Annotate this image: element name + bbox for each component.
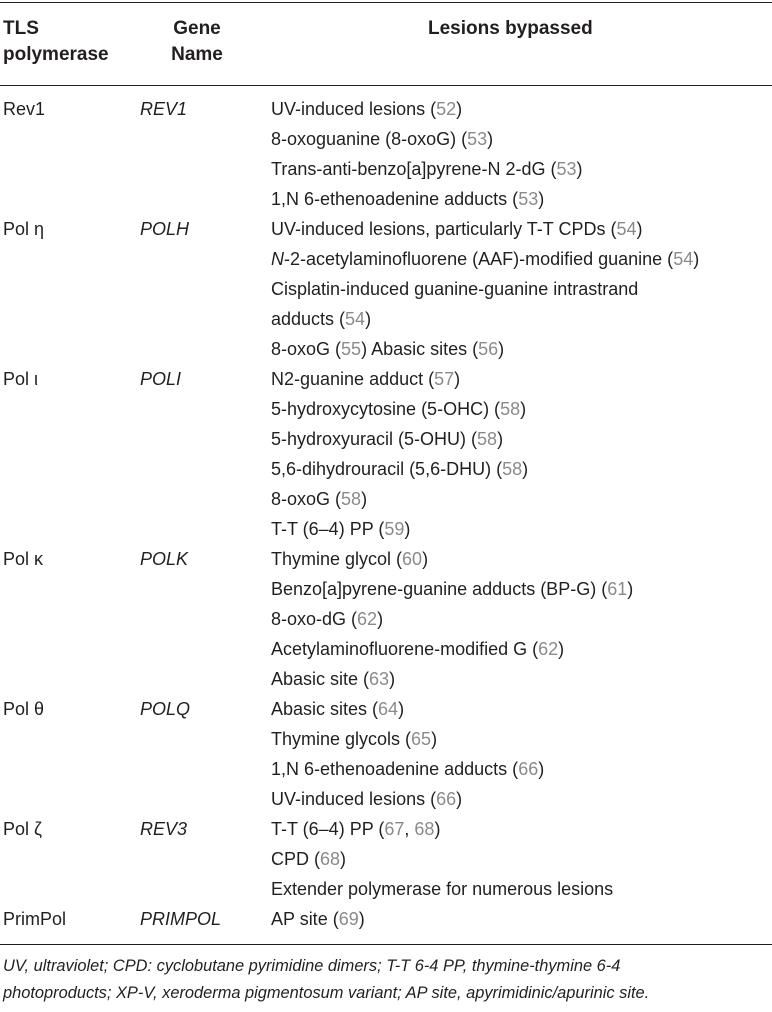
reference-link[interactable]: 68 [414,819,435,839]
lesion-item [271,424,771,454]
lesion-text-suffix: ) [487,129,494,149]
reference-link[interactable]: 64 [378,699,399,719]
header-lesions-label: Lesions bypassed [428,18,593,39]
table-footnote [3,953,771,1007]
top-rule [0,2,772,3]
lesion-text: T-T (6–4) PP ( [271,819,385,839]
lesion-text: Benzo[a]pyrene-guanine adducts (BP-G) ( [271,579,608,599]
lesion-item [271,124,771,154]
header-gene-name [165,16,229,68]
lesion-text-suffix: ) [431,729,438,749]
polymerase-cell: Pol η [3,219,45,239]
reference-link[interactable]: 53 [556,159,577,179]
bottom-rule [0,944,772,945]
lesion-text: Trans-anti-benzo[a]pyrene-N 2-dG ( [271,159,557,179]
lesion-text-suffix: ) [358,909,365,929]
lesion-text: 1,N 6-ethenoadenine adducts ( [271,759,519,779]
lesion-item [271,844,771,874]
lesion-text: Thymine glycol ( [271,549,403,569]
lesion-text: 8-oxo-dG ( [271,609,358,629]
reference-link[interactable]: 67 [384,819,405,839]
lesion-text-suffix: ) [558,639,565,659]
reference-link[interactable]: 60 [402,549,423,569]
reference-link[interactable]: 63 [369,669,390,689]
reference-link[interactable]: 61 [607,579,628,599]
reference-link[interactable]: 58 [502,459,523,479]
lesion-text: UV-induced lesions ( [271,789,437,809]
reference-link[interactable]: 53 [467,129,488,149]
lesion-item [271,814,771,844]
lesion-text: N2-guanine adduct ( [271,369,435,389]
gene-name-cell: PRIMPOL [140,909,222,929]
polymerase-cell: Rev1 [3,99,46,119]
reference-link[interactable]: 62 [538,639,559,659]
gene-name-cell: POLH [140,219,190,239]
reference-link[interactable]: 55 [341,339,362,359]
lesion-item [271,754,771,784]
reference-link[interactable]: 52 [436,99,457,119]
footnote-line-1: UV, ultraviolet; CPD: cyclobutane pyrimidine dimers; T-T 6-4 PP, thymine-thymine 6-4 [3,957,621,975]
lesion-text: Extender polymerase for numerous lesions [271,879,614,899]
lesion-item [271,784,771,814]
lesion-item [271,184,771,214]
lesion-text-suffix: ) [497,429,504,449]
lesion-text: 8-oxoguanine (8-oxoG) ( [271,129,468,149]
lesion-text-suffix: ) [434,819,441,839]
gene-name-cell: POLQ [140,699,191,719]
lesion-text-suffix: ) [340,849,347,869]
gene-name-cell: POLI [140,369,182,389]
polymerase-cell: Pol ι [3,369,39,389]
reference-link[interactable]: 54 [673,249,694,269]
lesions-cell [271,694,771,814]
lesion-item [271,154,771,184]
reference-link[interactable]: 62 [357,609,378,629]
polymerase-cell: Pol κ [3,549,44,569]
lesion-item [271,604,771,634]
lesion-text: Acetylaminofluorene-modified G ( [271,639,539,659]
reference-link[interactable]: 56 [478,339,499,359]
header-polymerase [3,16,109,68]
lesion-item [271,214,771,244]
lesion-item [271,304,771,334]
reference-link[interactable]: 69 [338,909,359,929]
lesion-italic-prefix: N [271,249,284,269]
lesion-text: UV-induced lesions ( [271,99,437,119]
gene-name-cell: REV3 [140,819,188,839]
polymerase-cell: Pol θ [3,699,45,719]
header-gene-line-2: Name [171,44,223,65]
lesion-text-suffix: ) [404,519,411,539]
reference-link[interactable]: 66 [518,759,539,779]
lesion-text-suffix: ) [454,369,461,389]
lesion-item [271,244,771,274]
lesion-text-suffix: ) [627,579,634,599]
lesion-text-suffix: ) [636,219,643,239]
lesions-cell [271,544,771,694]
lesion-item [271,514,771,544]
lesion-text-suffix: ) [576,159,583,179]
gene-name-cell: REV1 [140,99,188,119]
lesion-text: Thymine glycols ( [271,729,412,749]
lesion-item [271,94,771,124]
lesion-item [271,724,771,754]
header-rule [0,85,772,86]
header-polymerase-line-1: TLS [3,18,39,39]
reference-link[interactable]: 58 [500,399,521,419]
lesion-item [271,634,771,664]
lesion-text-suffix: ) [498,339,505,359]
lesion-item [271,874,771,904]
reference-link[interactable]: 65 [411,729,432,749]
polymerase-cell: Pol ζ [3,819,42,839]
lesion-item [271,664,771,694]
lesions-cell [271,94,771,214]
lesion-text-suffix: ) [456,789,463,809]
lesion-text-suffix: ) Abasic sites ( [361,339,479,359]
gene-name-cell: POLK [140,549,189,569]
reference-link[interactable]: 57 [434,369,455,389]
lesion-item [271,394,771,424]
lesions-cell [271,364,771,544]
lesion-text-suffix: ) [398,699,405,719]
lesion-item [271,694,771,724]
header-polymerase-line-2: polymerase [3,44,109,65]
lesion-text-suffix: ) [520,399,527,419]
lesion-item [271,454,771,484]
reference-link[interactable]: 66 [436,789,457,809]
lesion-item [271,904,771,934]
lesion-item [271,334,771,364]
lesion-text: 8-oxoG ( [271,489,342,509]
reference-link[interactable]: 54 [345,309,366,329]
lesion-text-suffix: ) [422,549,429,569]
lesions-cell [271,214,771,364]
lesion-text: 5-hydroxyuracil (5-OHU) ( [271,429,478,449]
lesion-text-suffix: ) [456,99,463,119]
lesion-text: 5,6-dihydrouracil (5,6-DHU) ( [271,459,503,479]
lesion-item [271,574,771,604]
reference-link[interactable]: 68 [320,849,341,869]
header-gene-line-1: Gene [173,18,221,39]
reference-link[interactable]: 53 [518,189,539,209]
lesion-text-suffix: , [404,819,415,839]
reference-link[interactable]: 58 [341,489,362,509]
lesion-text-suffix: ) [538,759,545,779]
lesion-text: UV-induced lesions, particularly T-T CPDs ( [271,219,617,239]
lesion-text: AP site ( [271,909,339,929]
reference-link[interactable]: 54 [616,219,637,239]
header-lesions-bypassed [428,16,593,42]
lesion-text: -2-acetylaminofluorene (AAF)-modified guanine ( [284,249,674,269]
lesion-text-suffix: ) [361,489,368,509]
lesions-cell [271,904,771,934]
reference-link[interactable]: 59 [384,519,405,539]
lesion-item [271,544,771,574]
lesion-text-suffix: ) [389,669,396,689]
lesion-item [271,484,771,514]
lesion-text: CPD ( [271,849,320,869]
lesion-text: 5-hydroxycytosine (5-OHC) ( [271,399,501,419]
lesion-text: 8-oxoG ( [271,339,342,359]
lesion-text: Cisplatin-induced guanine-guanine intrastrand [271,279,639,299]
footnote-line-2: photoproducts; XP-V, xeroderma pigmentosum variant; AP site, apyrimidinic/apurinic site. [3,984,650,1002]
lesions-cell [271,814,771,904]
reference-link[interactable]: 58 [477,429,498,449]
polymerase-cell: PrimPol [3,909,67,929]
lesion-text-suffix: ) [377,609,384,629]
lesion-text: Abasic sites ( [271,699,379,719]
lesion-text-suffix: ) [522,459,529,479]
lesion-item [271,274,771,304]
lesion-text-suffix: ) [538,189,545,209]
lesion-text-suffix: ) [693,249,700,269]
lesion-text: T-T (6–4) PP ( [271,519,385,539]
lesion-item [271,364,771,394]
lesion-text: 1,N 6-ethenoadenine adducts ( [271,189,519,209]
lesion-text: Abasic site ( [271,669,370,689]
lesion-text: adducts ( [271,309,346,329]
lesion-text-suffix: ) [365,309,372,329]
